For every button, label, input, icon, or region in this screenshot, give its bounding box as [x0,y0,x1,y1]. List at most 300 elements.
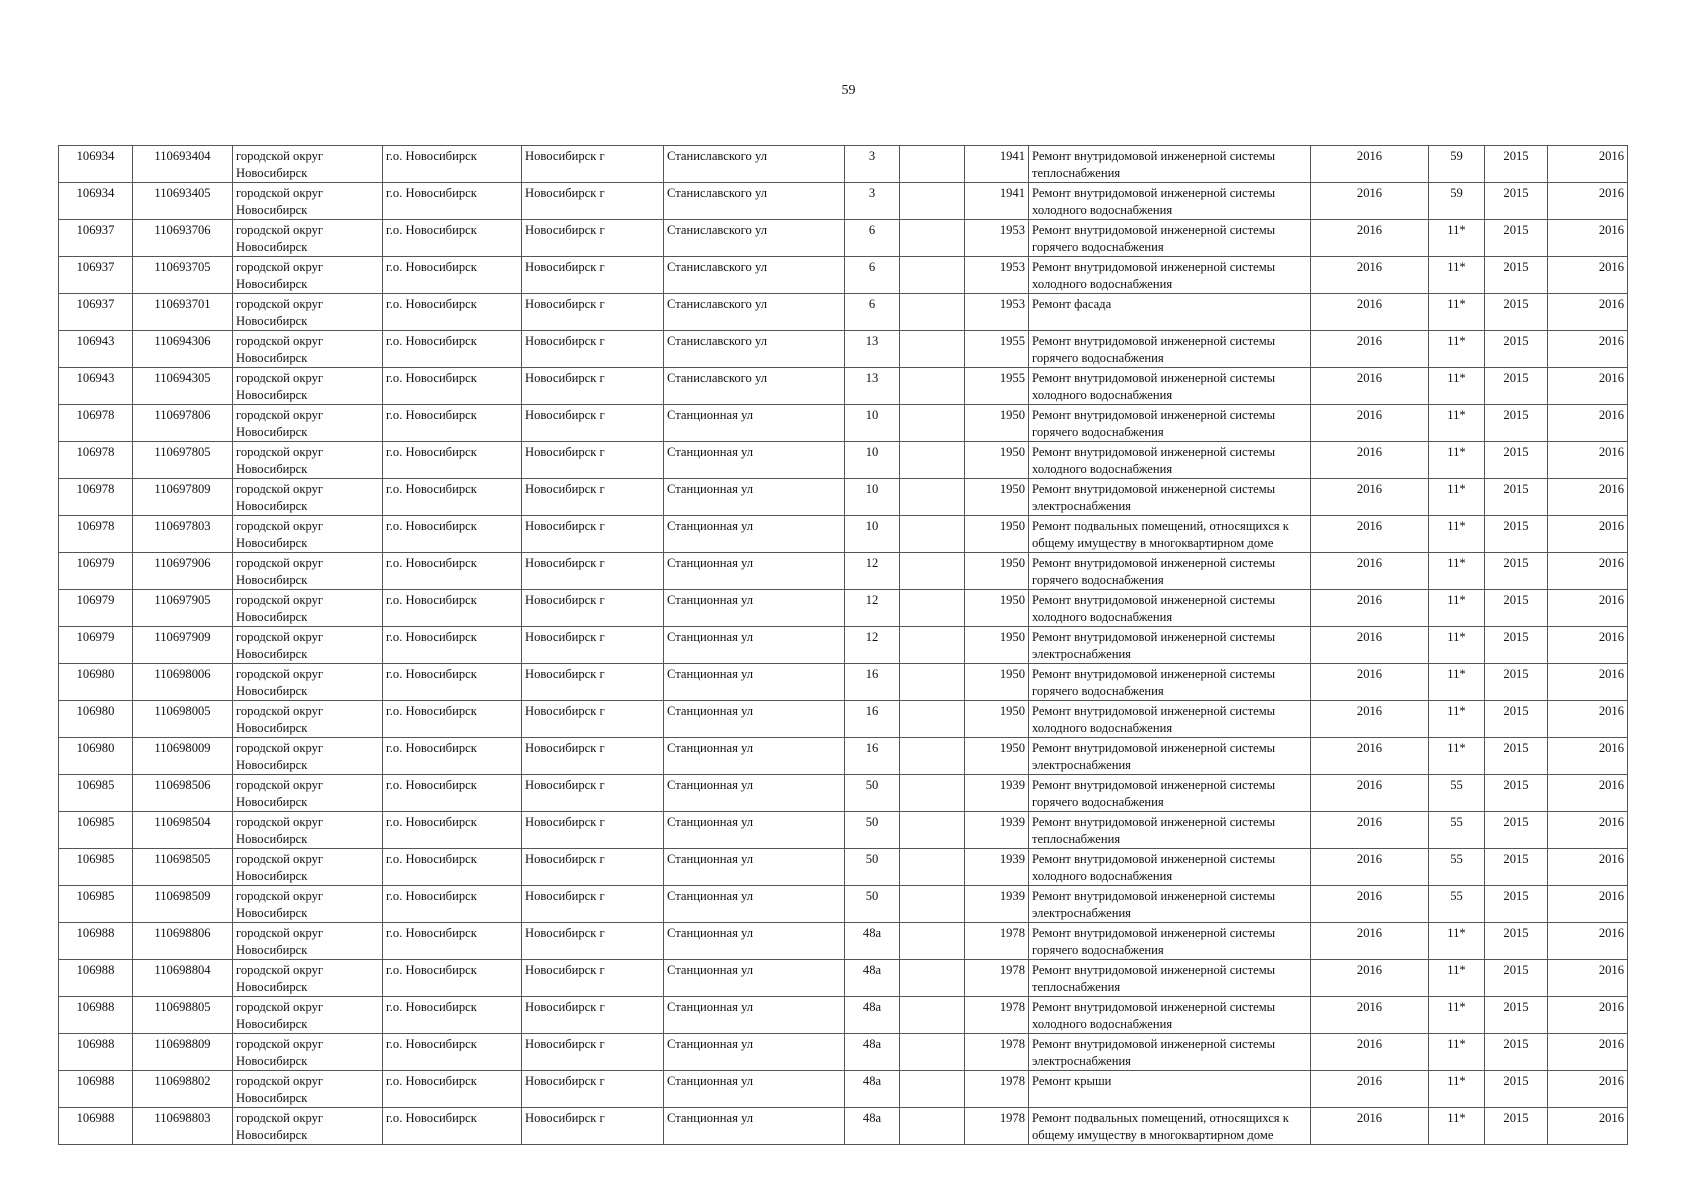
cell-municipality: г.о. Новосибирск [383,331,522,368]
cell-city: Новосибирск г [522,738,664,775]
cell-building [900,590,965,627]
cell-building [900,220,965,257]
cell-city: Новосибирск г [522,294,664,331]
cell-id: 106980 [59,738,133,775]
cell-year-built: 1950 [965,701,1029,738]
cell-year-built: 1950 [965,405,1029,442]
cell-work-type: Ремонт внутридомовой инженерной системы холодного водоснабжения [1029,368,1311,405]
cell-street: Станционная ул [664,923,845,960]
cell-house: 48а [845,1108,900,1145]
cell-code: 110693405 [133,183,233,220]
cell-house: 13 [845,368,900,405]
table-row [59,553,1628,590]
cell-id: 106980 [59,701,133,738]
cell-city: Новосибирск г [522,997,664,1034]
cell-building [900,886,965,923]
cell-city: Новосибирск г [522,516,664,553]
cell-code: 110694306 [133,331,233,368]
cell-house: 10 [845,442,900,479]
cell-district: городской округ Новосибирск [233,1108,383,1145]
cell-municipality: г.о. Новосибирск [383,294,522,331]
cell-city: Новосибирск г [522,1034,664,1071]
cell-work-type: Ремонт внутридомовой инженерной системы горячего водоснабжения [1029,775,1311,812]
cell-city: Новосибирск г [522,812,664,849]
cell-year-built: 1955 [965,331,1029,368]
cell-plan-year: 2016 [1311,886,1429,923]
cell-year-built: 1950 [965,553,1029,590]
cell-code: 110698506 [133,775,233,812]
cell-house: 13 [845,331,900,368]
cell-start-year: 2015 [1485,1034,1548,1071]
cell-start-year: 2015 [1485,923,1548,960]
cell-municipality: г.о. Новосибирск [383,405,522,442]
table-row [59,257,1628,294]
table-row [59,183,1628,220]
cell-district: городской округ Новосибирск [233,701,383,738]
cell-building [900,331,965,368]
cell-house: 10 [845,479,900,516]
cell-city: Новосибирск г [522,331,664,368]
cell-building [900,257,965,294]
cell-plan-year: 2016 [1311,183,1429,220]
cell-work-type: Ремонт крыши [1029,1071,1311,1108]
cell-street: Станционная ул [664,590,845,627]
cell-start-year: 2015 [1485,738,1548,775]
cell-end-year: 2016 [1548,664,1628,701]
cell-start-year: 2015 [1485,257,1548,294]
cell-number: 11* [1429,664,1485,701]
cell-work-type: Ремонт подвальных помещений, относящихся к общему имуществу в многоквартирном доме [1029,1108,1311,1145]
cell-work-type: Ремонт внутридомовой инженерной системы холодного водоснабжения [1029,257,1311,294]
cell-code: 110698504 [133,812,233,849]
cell-year-built: 1950 [965,627,1029,664]
cell-municipality: г.о. Новосибирск [383,516,522,553]
cell-building [900,664,965,701]
cell-start-year: 2015 [1485,1071,1548,1108]
cell-id: 106979 [59,553,133,590]
cell-year-built: 1950 [965,738,1029,775]
cell-work-type: Ремонт внутридомовой инженерной системы электроснабжения [1029,479,1311,516]
cell-start-year: 2015 [1485,553,1548,590]
cell-code: 110698809 [133,1034,233,1071]
cell-work-type: Ремонт внутридомовой инженерной системы горячего водоснабжения [1029,220,1311,257]
cell-house: 3 [845,146,900,183]
cell-plan-year: 2016 [1311,1108,1429,1145]
cell-plan-year: 2016 [1311,960,1429,997]
cell-house: 12 [845,590,900,627]
cell-city: Новосибирск г [522,220,664,257]
cell-id: 106978 [59,479,133,516]
cell-id: 106988 [59,1108,133,1145]
cell-street: Станционная ул [664,664,845,701]
cell-plan-year: 2016 [1311,516,1429,553]
cell-city: Новосибирск г [522,368,664,405]
cell-city: Новосибирск г [522,960,664,997]
cell-number: 11* [1429,331,1485,368]
cell-street: Станиславского ул [664,220,845,257]
cell-year-built: 1978 [965,960,1029,997]
cell-work-type: Ремонт внутридомовой инженерной системы электроснабжения [1029,738,1311,775]
cell-number: 11* [1429,960,1485,997]
cell-district: городской округ Новосибирск [233,812,383,849]
table-row [59,1034,1628,1071]
cell-year-built: 1950 [965,590,1029,627]
cell-number: 11* [1429,1108,1485,1145]
cell-house: 16 [845,664,900,701]
cell-street: Станционная ул [664,886,845,923]
cell-start-year: 2015 [1485,812,1548,849]
cell-district: городской округ Новосибирск [233,257,383,294]
cell-municipality: г.о. Новосибирск [383,738,522,775]
cell-street: Станционная ул [664,1108,845,1145]
cell-house: 16 [845,738,900,775]
cell-end-year: 2016 [1548,849,1628,886]
cell-number: 11* [1429,405,1485,442]
cell-number: 11* [1429,1034,1485,1071]
cell-start-year: 2015 [1485,183,1548,220]
cell-municipality: г.о. Новосибирск [383,1108,522,1145]
cell-year-built: 1950 [965,479,1029,516]
cell-house: 6 [845,294,900,331]
cell-street: Станционная ул [664,405,845,442]
cell-number: 59 [1429,146,1485,183]
table-row [59,405,1628,442]
cell-district: городской округ Новосибирск [233,516,383,553]
cell-start-year: 2015 [1485,1108,1548,1145]
cell-house: 12 [845,553,900,590]
cell-id: 106985 [59,886,133,923]
cell-work-type: Ремонт внутридомовой инженерной системы холодного водоснабжения [1029,701,1311,738]
cell-start-year: 2015 [1485,516,1548,553]
cell-city: Новосибирск г [522,553,664,590]
cell-number: 11* [1429,479,1485,516]
cell-house: 48а [845,1034,900,1071]
cell-plan-year: 2016 [1311,664,1429,701]
cell-number: 11* [1429,923,1485,960]
cell-start-year: 2015 [1485,442,1548,479]
cell-number: 11* [1429,294,1485,331]
table-row [59,775,1628,812]
cell-end-year: 2016 [1548,738,1628,775]
table-row [59,294,1628,331]
cell-number: 11* [1429,220,1485,257]
cell-building [900,516,965,553]
cell-building [900,405,965,442]
cell-municipality: г.о. Новосибирск [383,1071,522,1108]
cell-district: городской округ Новосибирск [233,775,383,812]
cell-code: 110698802 [133,1071,233,1108]
cell-street: Станционная ул [664,849,845,886]
cell-work-type: Ремонт внутридомовой инженерной системы электроснабжения [1029,886,1311,923]
cell-building [900,183,965,220]
cell-district: городской округ Новосибирск [233,849,383,886]
cell-code: 110693404 [133,146,233,183]
cell-end-year: 2016 [1548,553,1628,590]
cell-district: городской округ Новосибирск [233,738,383,775]
cell-plan-year: 2016 [1311,812,1429,849]
cell-number: 55 [1429,849,1485,886]
table-row [59,701,1628,738]
cell-code: 110698006 [133,664,233,701]
cell-district: городской округ Новосибирск [233,368,383,405]
cell-code: 110698509 [133,886,233,923]
cell-house: 6 [845,220,900,257]
cell-start-year: 2015 [1485,775,1548,812]
cell-number: 11* [1429,516,1485,553]
cell-street: Станционная ул [664,479,845,516]
cell-year-built: 1939 [965,849,1029,886]
cell-plan-year: 2016 [1311,331,1429,368]
cell-house: 50 [845,812,900,849]
cell-city: Новосибирск г [522,923,664,960]
cell-id: 106978 [59,516,133,553]
cell-year-built: 1939 [965,812,1029,849]
cell-street: Станционная ул [664,1071,845,1108]
cell-building [900,442,965,479]
table-row [59,331,1628,368]
cell-year-built: 1950 [965,664,1029,701]
cell-street: Станиславского ул [664,294,845,331]
cell-start-year: 2015 [1485,294,1548,331]
cell-number: 11* [1429,257,1485,294]
cell-street: Станиславского ул [664,331,845,368]
cell-year-built: 1941 [965,183,1029,220]
cell-code: 110697905 [133,590,233,627]
cell-municipality: г.о. Новосибирск [383,220,522,257]
cell-city: Новосибирск г [522,849,664,886]
cell-plan-year: 2016 [1311,405,1429,442]
cell-start-year: 2015 [1485,368,1548,405]
cell-number: 55 [1429,775,1485,812]
cell-city: Новосибирск г [522,775,664,812]
cell-plan-year: 2016 [1311,553,1429,590]
cell-end-year: 2016 [1548,442,1628,479]
cell-year-built: 1978 [965,1071,1029,1108]
cell-id: 106988 [59,997,133,1034]
table-row [59,516,1628,553]
cell-id: 106979 [59,590,133,627]
cell-district: городской округ Новосибирск [233,664,383,701]
cell-id: 106980 [59,664,133,701]
cell-end-year: 2016 [1548,146,1628,183]
cell-plan-year: 2016 [1311,294,1429,331]
cell-work-type: Ремонт внутридомовой инженерной системы холодного водоснабжения [1029,590,1311,627]
cell-work-type: Ремонт внутридомовой инженерной системы теплоснабжения [1029,960,1311,997]
cell-municipality: г.о. Новосибирск [383,257,522,294]
cell-end-year: 2016 [1548,775,1628,812]
table-row [59,997,1628,1034]
cell-number: 59 [1429,183,1485,220]
cell-house: 12 [845,627,900,664]
cell-start-year: 2015 [1485,664,1548,701]
cell-plan-year: 2016 [1311,997,1429,1034]
cell-work-type: Ремонт внутридомовой инженерной системы электроснабжения [1029,627,1311,664]
cell-number: 11* [1429,368,1485,405]
table-row [59,368,1628,405]
cell-district: городской округ Новосибирск [233,553,383,590]
cell-code: 110698005 [133,701,233,738]
cell-start-year: 2015 [1485,590,1548,627]
cell-code: 110698505 [133,849,233,886]
cell-building [900,553,965,590]
cell-street: Станционная ул [664,553,845,590]
cell-code: 110693705 [133,257,233,294]
cell-plan-year: 2016 [1311,442,1429,479]
cell-end-year: 2016 [1548,590,1628,627]
cell-municipality: г.о. Новосибирск [383,146,522,183]
cell-district: городской округ Новосибирск [233,405,383,442]
cell-municipality: г.о. Новосибирск [383,775,522,812]
cell-district: городской округ Новосибирск [233,627,383,664]
cell-end-year: 2016 [1548,368,1628,405]
cell-house: 48а [845,1071,900,1108]
cell-house: 3 [845,183,900,220]
table-row [59,442,1628,479]
cell-id: 106988 [59,923,133,960]
table-row [59,590,1628,627]
cell-number: 11* [1429,553,1485,590]
cell-municipality: г.о. Новосибирск [383,997,522,1034]
cell-street: Станционная ул [664,960,845,997]
cell-municipality: г.о. Новосибирск [383,886,522,923]
cell-municipality: г.о. Новосибирск [383,627,522,664]
cell-municipality: г.о. Новосибирск [383,664,522,701]
cell-year-built: 1978 [965,1108,1029,1145]
cell-work-type: Ремонт внутридомовой инженерной системы горячего водоснабжения [1029,331,1311,368]
cell-code: 110694305 [133,368,233,405]
cell-end-year: 2016 [1548,479,1628,516]
cell-code: 110697803 [133,516,233,553]
cell-plan-year: 2016 [1311,627,1429,664]
cell-district: городской округ Новосибирск [233,479,383,516]
cell-id: 106937 [59,294,133,331]
cell-municipality: г.о. Новосибирск [383,701,522,738]
cell-id: 106979 [59,627,133,664]
cell-plan-year: 2016 [1311,146,1429,183]
cell-code: 110697906 [133,553,233,590]
cell-id: 106978 [59,405,133,442]
cell-city: Новосибирск г [522,1071,664,1108]
cell-building [900,368,965,405]
cell-city: Новосибирск г [522,627,664,664]
cell-work-type: Ремонт внутридомовой инженерной системы горячего водоснабжения [1029,664,1311,701]
cell-start-year: 2015 [1485,627,1548,664]
cell-id: 106934 [59,183,133,220]
cell-work-type: Ремонт внутридомовой инженерной системы холодного водоснабжения [1029,183,1311,220]
cell-end-year: 2016 [1548,997,1628,1034]
cell-year-built: 1953 [965,257,1029,294]
cell-municipality: г.о. Новосибирск [383,849,522,886]
cell-building [900,997,965,1034]
cell-start-year: 2015 [1485,997,1548,1034]
cell-city: Новосибирск г [522,146,664,183]
cell-street: Станционная ул [664,812,845,849]
cell-building [900,627,965,664]
cell-building [900,1071,965,1108]
cell-code: 110693701 [133,294,233,331]
cell-district: городской округ Новосибирск [233,294,383,331]
cell-end-year: 2016 [1548,331,1628,368]
cell-street: Станционная ул [664,516,845,553]
cell-code: 110697909 [133,627,233,664]
cell-id: 106943 [59,368,133,405]
cell-district: городской округ Новосибирск [233,960,383,997]
cell-number: 11* [1429,627,1485,664]
cell-building [900,701,965,738]
cell-code: 110698804 [133,960,233,997]
cell-building [900,849,965,886]
cell-year-built: 1953 [965,220,1029,257]
cell-house: 50 [845,849,900,886]
cell-number: 11* [1429,442,1485,479]
cell-number: 55 [1429,886,1485,923]
cell-work-type: Ремонт внутридомовой инженерной системы холодного водоснабжения [1029,997,1311,1034]
cell-end-year: 2016 [1548,886,1628,923]
cell-plan-year: 2016 [1311,368,1429,405]
cell-code: 110693706 [133,220,233,257]
cell-id: 106937 [59,257,133,294]
cell-house: 10 [845,516,900,553]
cell-building [900,775,965,812]
cell-city: Новосибирск г [522,442,664,479]
cell-start-year: 2015 [1485,479,1548,516]
cell-district: городской округ Новосибирск [233,442,383,479]
cell-municipality: г.о. Новосибирск [383,442,522,479]
cell-plan-year: 2016 [1311,701,1429,738]
cell-plan-year: 2016 [1311,849,1429,886]
cell-year-built: 1941 [965,146,1029,183]
cell-city: Новосибирск г [522,183,664,220]
table-row [59,849,1628,886]
cell-city: Новосибирск г [522,590,664,627]
cell-city: Новосибирск г [522,664,664,701]
cell-end-year: 2016 [1548,516,1628,553]
cell-city: Новосибирск г [522,1108,664,1145]
table-row [59,220,1628,257]
cell-street: Станиславского ул [664,146,845,183]
cell-street: Станционная ул [664,627,845,664]
cell-end-year: 2016 [1548,812,1628,849]
cell-building [900,923,965,960]
cell-code: 110698806 [133,923,233,960]
cell-end-year: 2016 [1548,923,1628,960]
capital-repair-table [58,145,1628,1145]
cell-district: городской округ Новосибирск [233,146,383,183]
cell-code: 110697805 [133,442,233,479]
cell-end-year: 2016 [1548,1108,1628,1145]
cell-number: 55 [1429,812,1485,849]
cell-municipality: г.о. Новосибирск [383,479,522,516]
cell-street: Станционная ул [664,738,845,775]
cell-end-year: 2016 [1548,183,1628,220]
cell-end-year: 2016 [1548,294,1628,331]
cell-year-built: 1953 [965,294,1029,331]
cell-municipality: г.о. Новосибирск [383,590,522,627]
cell-end-year: 2016 [1548,220,1628,257]
cell-house: 48а [845,997,900,1034]
cell-work-type: Ремонт внутридомовой инженерной системы электроснабжения [1029,1034,1311,1071]
cell-street: Станиславского ул [664,183,845,220]
cell-plan-year: 2016 [1311,1071,1429,1108]
table-row [59,812,1628,849]
cell-start-year: 2015 [1485,331,1548,368]
cell-year-built: 1950 [965,516,1029,553]
cell-house: 10 [845,405,900,442]
cell-id: 106985 [59,849,133,886]
cell-house: 50 [845,886,900,923]
cell-end-year: 2016 [1548,405,1628,442]
table-row [59,923,1628,960]
